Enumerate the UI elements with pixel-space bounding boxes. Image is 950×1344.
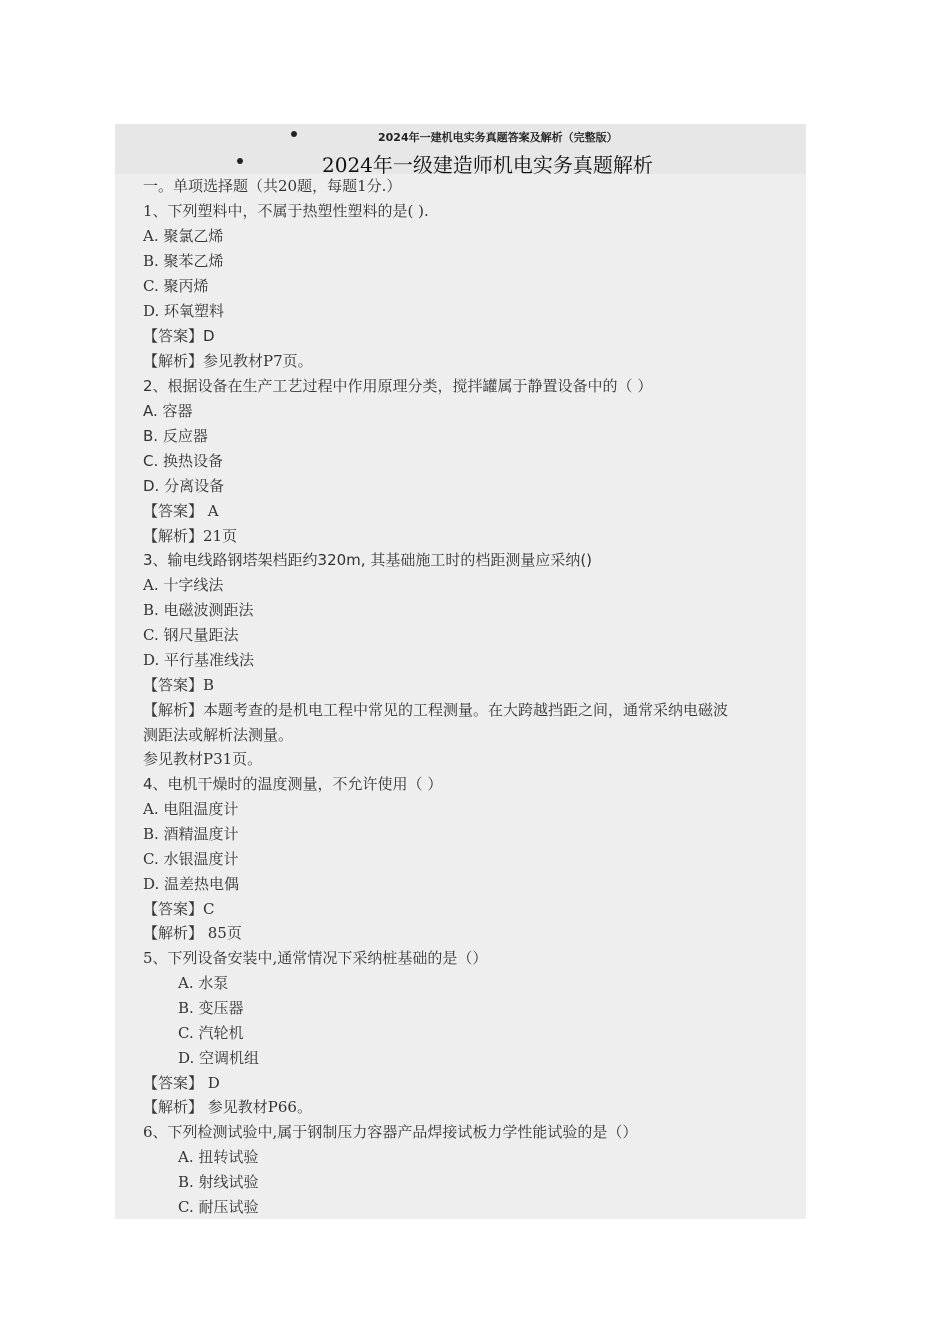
question-2: 2、根据设备在生产工艺过程中作用原理分类，搅拌罐属于静置设备中的（ ） xyxy=(143,377,653,395)
option-line: D. 平行基准线法 xyxy=(143,651,255,669)
option-line: A. 聚氯乙烯 xyxy=(143,227,224,245)
option-line: D. 温差热电偶 xyxy=(143,875,240,893)
option-line: B. 变压器 xyxy=(178,999,244,1017)
answer-line: 【答案】 D xyxy=(143,1074,220,1092)
answer-line: 【答案】 A xyxy=(143,502,219,520)
option-line: D. 空调机组 xyxy=(178,1049,260,1067)
option-line: B. 聚苯乙烯 xyxy=(143,252,224,270)
option-line: C. 换热设备 xyxy=(143,452,224,470)
option-line: C. 水银温度计 xyxy=(143,850,239,868)
answer-line: 【答案】C xyxy=(143,900,215,918)
main-title: 2024年一级建造师机电实务真题解析 xyxy=(322,153,653,177)
option-line: B. 酒精温度计 xyxy=(143,825,239,843)
option-line: A. 电阻温度计 xyxy=(143,800,239,818)
top-title: 2024年一建机电实务真题答案及解析（完整版） xyxy=(378,131,618,144)
analysis-line: 【解析】参见教材P7页。 xyxy=(143,352,313,370)
analysis-line: 测距法或解析法测量。 xyxy=(143,726,294,744)
option-line: A. 十字线法 xyxy=(143,576,224,594)
question-5: 5、下列设备安装中,通常情况下采纳桩基础的是（） xyxy=(143,949,488,967)
option-line: C. 汽轮机 xyxy=(178,1024,244,1042)
answer-line: 【答案】B xyxy=(143,676,215,694)
analysis-line: 【解析】 参见教材P66。 xyxy=(143,1098,312,1116)
option-line: B. 电磁波测距法 xyxy=(143,601,254,619)
option-line: C. 聚丙烯 xyxy=(143,277,209,295)
reference-line: 参见教材P31页。 xyxy=(143,750,263,768)
option-line: C. 耐压试验 xyxy=(178,1198,259,1216)
option-line: D. 环氧塑料 xyxy=(143,302,225,320)
option-line: B. 射线试验 xyxy=(178,1173,259,1191)
bullet-icon xyxy=(237,158,243,164)
question-4: 4、电机干燥时的温度测量，不允许使用（ ） xyxy=(143,775,443,793)
question-6: 6、下列检测试验中,属于钢制压力容器产品焊接试板力学性能试验的是（） xyxy=(143,1123,638,1141)
question-3: 3、输电线路钢塔架档距约320m, 其基础施工时的档距测量应采纳() xyxy=(143,551,593,569)
analysis-line: 【解析】本题考查的是机电工程中常见的工程测量。在大跨越挡距之间，通常采纳电磁波 xyxy=(143,701,729,719)
option-line: A. 扭转试验 xyxy=(178,1148,259,1166)
option-line: C. 钢尺量距法 xyxy=(143,626,239,644)
analysis-line: 【解析】 85页 xyxy=(143,924,242,942)
answer-line: 【答案】D xyxy=(143,327,215,345)
question-1: 1、下列塑料中，不属于热塑性塑料的是( ). xyxy=(143,202,429,220)
section-heading: 一。单项选择题（共20题，每题1分.） xyxy=(143,177,402,195)
option-line: D. 分离设备 xyxy=(143,477,225,495)
option-line: A. 水泵 xyxy=(178,974,229,992)
option-line: A. 容器 xyxy=(143,402,193,420)
bullet-icon xyxy=(291,131,297,137)
option-line: B. 反应器 xyxy=(143,427,208,445)
analysis-line: 【解析】21页 xyxy=(143,527,238,545)
